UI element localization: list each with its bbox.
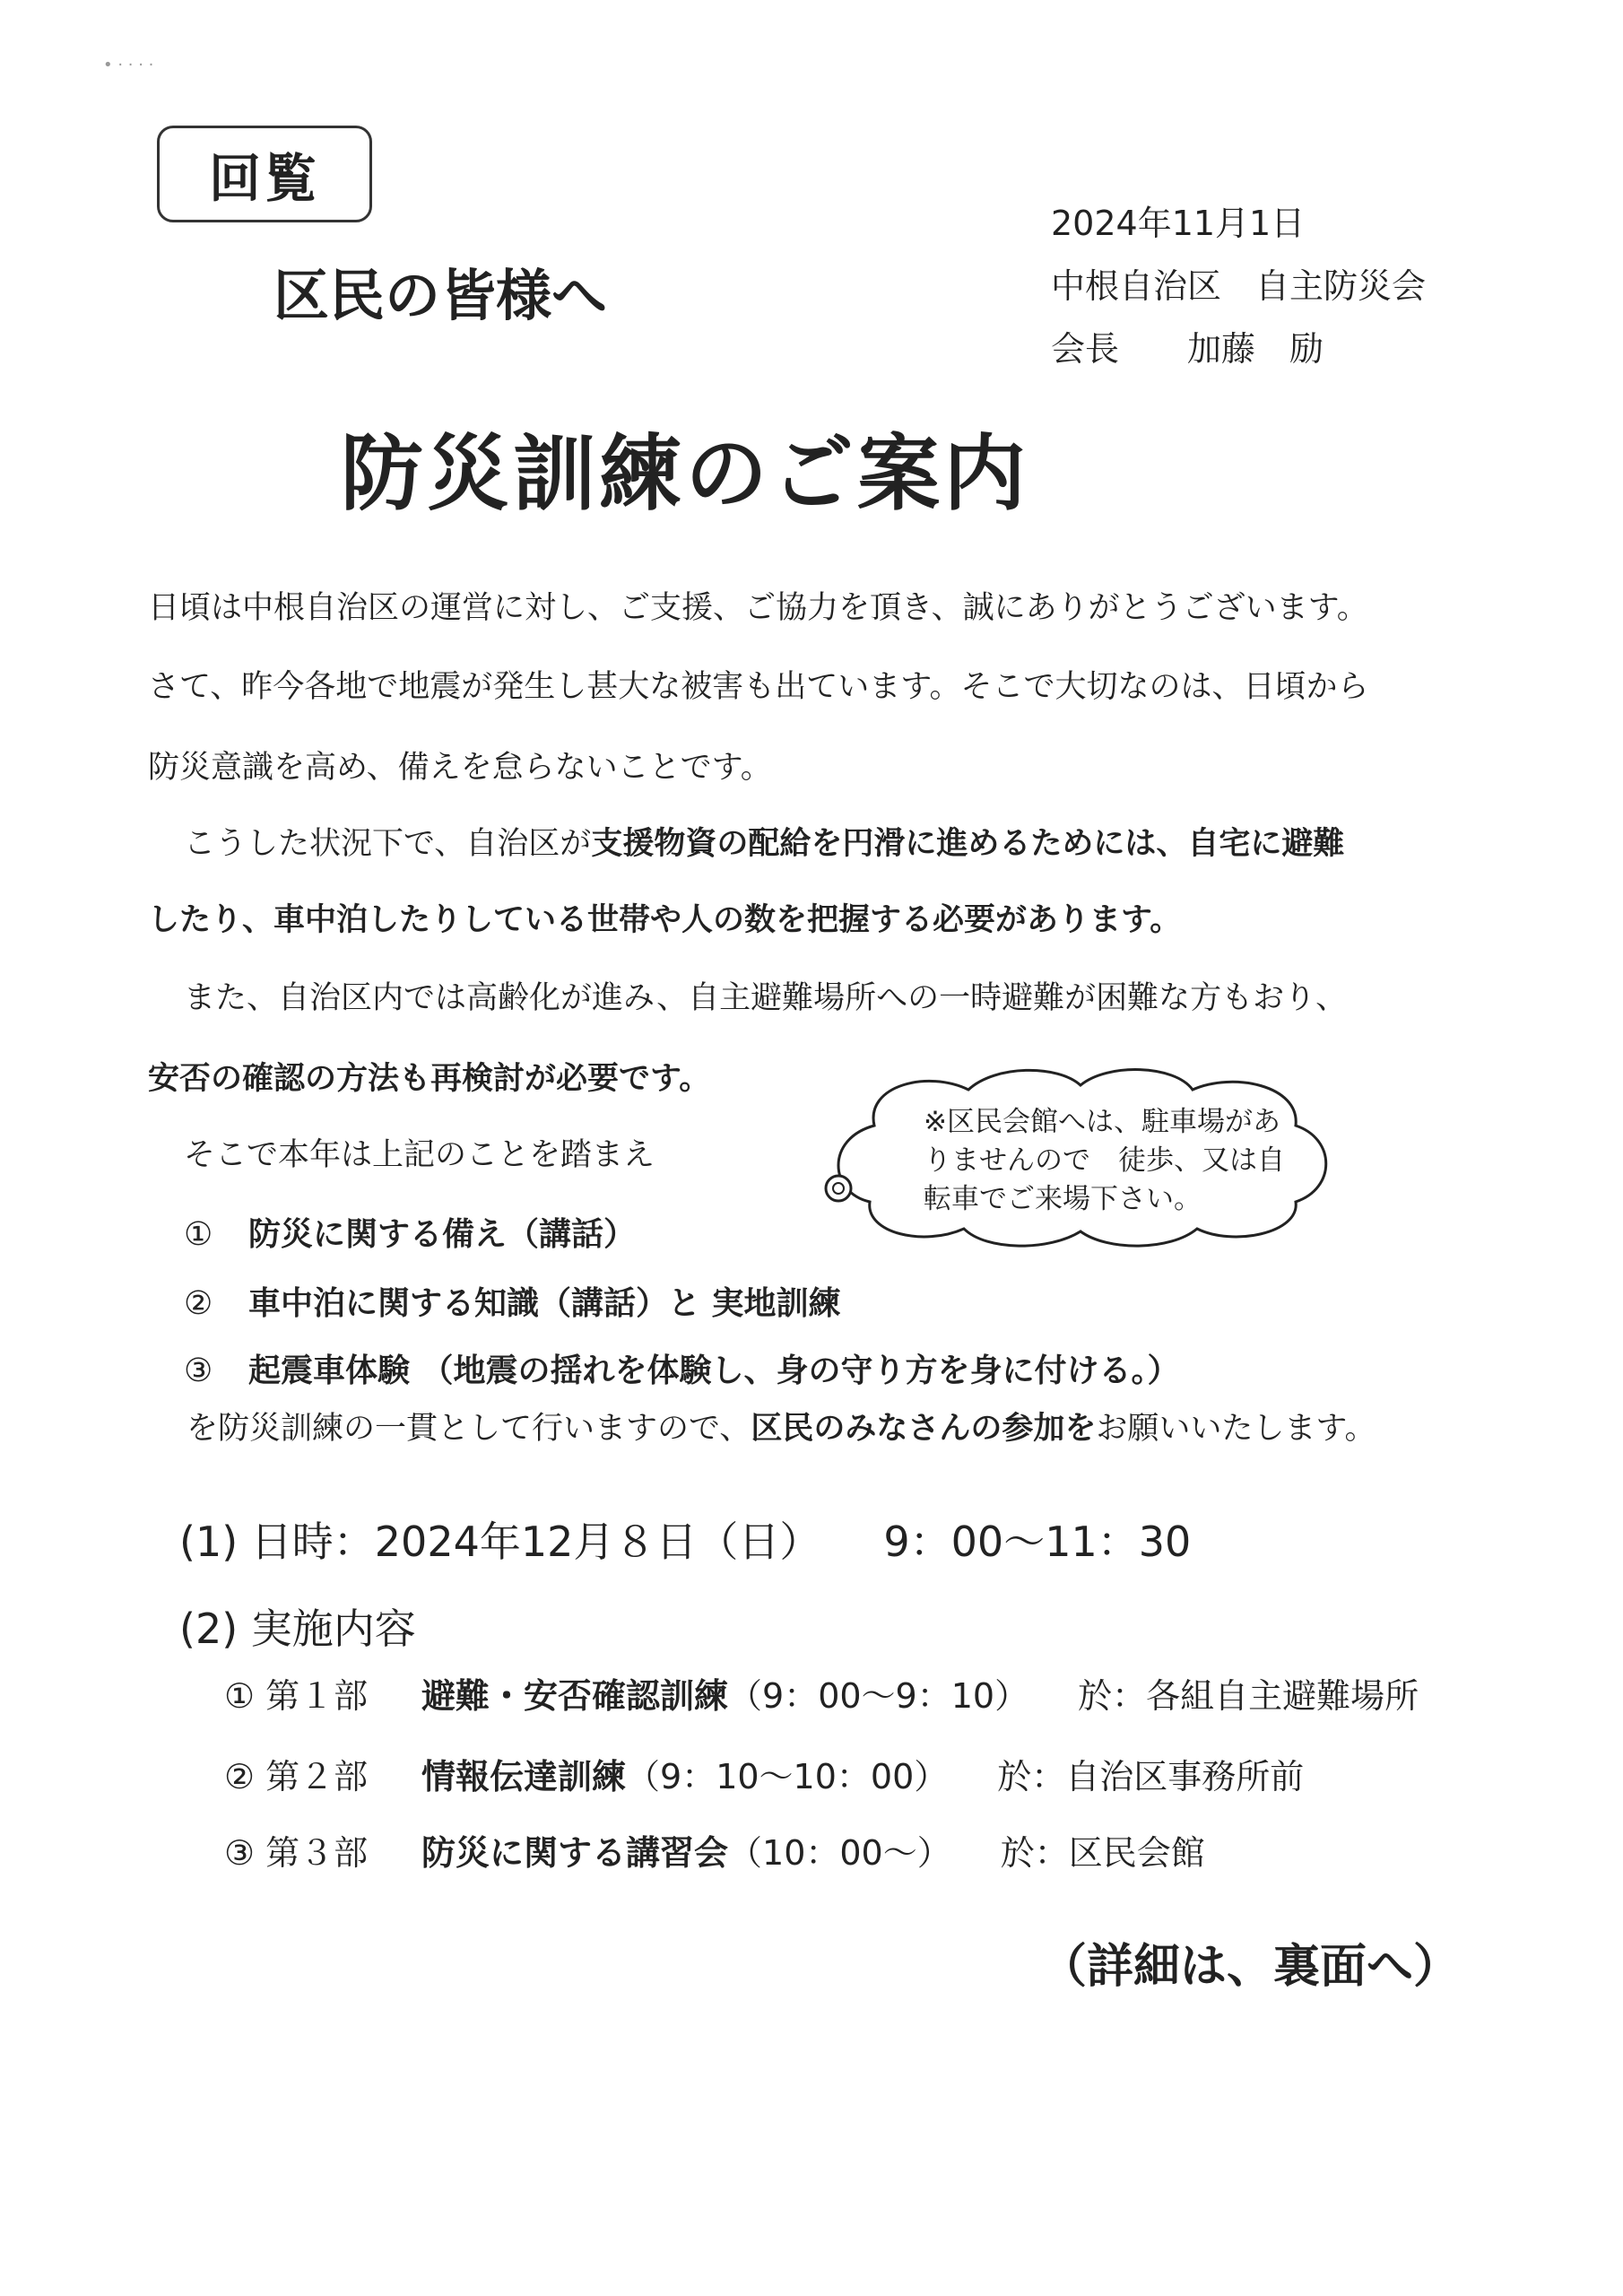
paragraph-text: こうした状況下で、自治区が xyxy=(184,826,592,862)
circulation-label: 回覧 xyxy=(208,148,320,209)
list-item xyxy=(184,1345,1180,1391)
part-name: 防災に関する講習会 xyxy=(421,1833,729,1873)
schedule-part xyxy=(224,1749,1304,1798)
paragraph-line: さて、昨今各地で地震が発生し甚大な被害も出ています。そこで大切なのは、日頃から xyxy=(148,669,1369,705)
part-time: （9：10～10：00） xyxy=(626,1757,949,1796)
page-title: 防災訓練のご案内 xyxy=(341,426,1030,522)
scan-mark: • · · · · xyxy=(103,56,154,74)
part-name: 情報伝達訓練 xyxy=(421,1757,627,1796)
list-item xyxy=(184,1209,636,1255)
paragraph-line xyxy=(148,1054,710,1099)
datetime-time: 9：00～11：30 xyxy=(883,1518,1192,1566)
paragraph-line: 防災意識を高め、備えを怠らないことです。 xyxy=(148,750,772,786)
details-note: （詳細は、裏面へ） xyxy=(1040,1940,1461,1994)
part-name: 避難・安否確認訓練 xyxy=(421,1676,729,1716)
issue-date: 2024年11月1日 xyxy=(1051,204,1306,243)
part-label: ① 第１部 xyxy=(224,1676,369,1716)
list-item-text: 起震車体験 （地震の揺れを体験し、身の守り方を身に付ける。） xyxy=(248,1352,1180,1389)
closing-line xyxy=(187,1404,1376,1448)
paragraph-line xyxy=(184,819,1344,864)
paragraph-line xyxy=(148,895,1181,940)
part-label: ③ 第３部 xyxy=(224,1833,369,1873)
schedule-part xyxy=(224,1825,1205,1874)
closing-emphasis: 区民のみなさんの参加を xyxy=(751,1411,1097,1447)
list-item-text: 防災に関する備え（講話） xyxy=(248,1216,637,1253)
list-item xyxy=(184,1278,841,1324)
part-label: ② 第２部 xyxy=(224,1757,369,1796)
part-place: 於：自治区事務所前 xyxy=(997,1757,1305,1796)
part-time: （10：00～） xyxy=(728,1833,951,1873)
part-place: 於：区民会館 xyxy=(1000,1833,1205,1873)
closing-text: を防災訓練の一貫として行いますので、 xyxy=(187,1411,751,1447)
greeting-heading: 区民の皆様へ xyxy=(273,263,608,328)
schedule-part xyxy=(224,1668,1419,1718)
schedule-content-heading: (2) 実施内容 xyxy=(179,1605,416,1653)
paragraph-line: また、自治区内では高齢化が進み、自主避難場所への一時避難が困難な方もおり、 xyxy=(184,980,1348,1016)
list-item-number: ③ xyxy=(184,1352,213,1389)
emphasis-text: 安否の確認の方法も再検討が必要です。 xyxy=(148,1061,711,1097)
list-item-number: ② xyxy=(184,1285,213,1322)
note-line: りませんので 徒歩、又は自 xyxy=(924,1144,1285,1177)
paragraph-line: そこで本年は上記のことを踏まえ xyxy=(184,1137,655,1173)
closing-text: お願いいたします。 xyxy=(1096,1411,1376,1447)
circulation-stamp xyxy=(157,126,372,222)
emphasis-text: 支援物資の配給を円滑に進めるためには、自宅に避難 xyxy=(591,826,1345,862)
paragraph-line: 日頃は中根自治区の運営に対し、ご支援、ご協力を頂き、誠にありがとうございます。 xyxy=(148,590,1368,626)
issuer-organization: 中根自治区 自主防災会 xyxy=(1051,266,1427,306)
part-time: （9：00～9：10） xyxy=(728,1676,1029,1716)
emphasis-text: したり、車中泊したりしている世帯や人の数を把握する必要があります。 xyxy=(148,902,1182,938)
schedule-datetime xyxy=(179,1509,1191,1569)
note-line: 転車でご来場下さい。 xyxy=(924,1183,1202,1215)
list-item-number: ① xyxy=(184,1216,213,1253)
note-line: ※区民会館へは、駐車場があ xyxy=(924,1106,1280,1138)
part-place: 於：各組自主避難場所 xyxy=(1078,1676,1419,1716)
datetime-label: (1) 日時：2024年12月８日（日） xyxy=(179,1518,821,1566)
issuer-representative: 会長 加藤 励 xyxy=(1051,329,1324,369)
list-item-text: 車中泊に関する知識（講話）と 実地訓練 xyxy=(248,1285,841,1322)
